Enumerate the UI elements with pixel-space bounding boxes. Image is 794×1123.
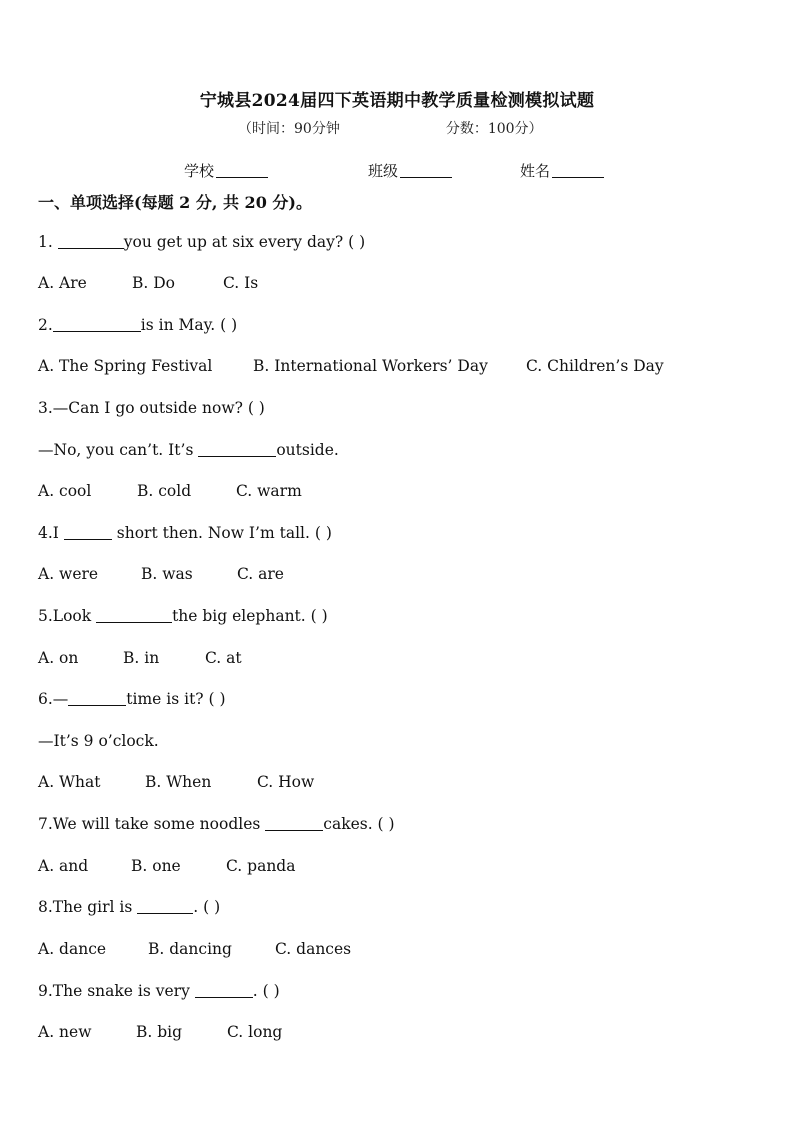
option-a[interactable]: A. Are: [38, 274, 87, 292]
option-a[interactable]: A. and: [38, 857, 89, 875]
question-text: The snake is very: [52, 982, 195, 1000]
answer-blank[interactable]: [265, 815, 323, 831]
option-b[interactable]: B. was: [141, 565, 193, 583]
question-6: [38, 690, 226, 708]
question-text: . ( ): [252, 982, 280, 1000]
option-b[interactable]: B. big: [136, 1023, 183, 1041]
question-text: time is it? ( ): [126, 690, 226, 708]
exam-title: 宁城县2024届四下英语期中教学质量检测模拟试题: [199, 91, 595, 111]
answer-blank[interactable]: [68, 690, 126, 706]
question-7: [38, 815, 395, 833]
option-a[interactable]: A. were: [38, 565, 99, 583]
option-b[interactable]: B. cold: [137, 482, 192, 500]
question-1: [38, 233, 365, 251]
option-a[interactable]: A. The Spring Festival: [38, 357, 213, 375]
question-number: 8.: [38, 898, 53, 916]
name-label: 姓名: [520, 162, 551, 180]
time-limit: （时间：90分钟: [238, 121, 340, 137]
question-3-reply: [38, 441, 339, 459]
answer-blank[interactable]: [58, 233, 124, 249]
question-text: you get up at six every day? ( ): [123, 233, 366, 251]
option-a[interactable]: A. What: [38, 773, 101, 791]
question-text: Look: [52, 607, 97, 625]
question-text: . ( ): [193, 898, 221, 916]
option-c[interactable]: C. How: [257, 773, 315, 791]
question-text: —No, you can’t. It’s: [38, 441, 199, 459]
question-text: The girl is: [52, 898, 138, 916]
option-c[interactable]: C. at: [205, 649, 242, 667]
question-2: [38, 316, 237, 334]
question-number: 5.: [38, 607, 53, 625]
question-8: [38, 898, 220, 916]
question-number: 4.: [38, 524, 53, 542]
question-text: short then. Now I’m tall. ( ): [111, 524, 332, 542]
option-c[interactable]: C. panda: [226, 857, 296, 875]
question-text: —It’s 9 o’clock.: [38, 732, 159, 750]
option-b[interactable]: B. dancing: [148, 940, 232, 958]
question-number: 1.: [38, 233, 53, 251]
option-a[interactable]: A. cool: [38, 482, 92, 500]
option-a[interactable]: A. on: [38, 649, 79, 667]
answer-blank[interactable]: [64, 524, 112, 540]
question-text: We will take some noodles: [52, 815, 266, 833]
total-score: 分数：100分）: [445, 121, 543, 137]
school-field[interactable]: [184, 160, 268, 181]
option-c[interactable]: C. are: [237, 565, 284, 583]
question-number: 2.: [38, 316, 53, 334]
question-text: the big elephant. ( ): [172, 607, 328, 625]
question-text: outside.: [276, 441, 339, 459]
name-blank[interactable]: [552, 163, 604, 178]
question-number: 7.: [38, 815, 53, 833]
question-number: 9.: [38, 982, 53, 1000]
question-text: —Can I go outside now? ( ): [52, 399, 265, 417]
option-b[interactable]: B. in: [123, 649, 160, 667]
option-a[interactable]: A. new: [38, 1023, 92, 1041]
option-b[interactable]: B. International Workers’ Day: [253, 357, 488, 375]
answer-blank[interactable]: [137, 898, 193, 914]
section-heading: 一、单项选择(每题 2 分, 共 20 分)。: [38, 193, 312, 212]
question-6-reply: [38, 732, 159, 750]
school-label: 学校: [184, 162, 215, 180]
option-b[interactable]: B. When: [145, 773, 212, 791]
answer-blank[interactable]: [96, 607, 172, 623]
exam-subtitle: [238, 118, 543, 138]
option-c[interactable]: C. warm: [236, 482, 302, 500]
question-text: is in May. ( ): [140, 316, 238, 334]
question-text: cakes. ( ): [323, 815, 395, 833]
question-9: [38, 982, 280, 1000]
option-c[interactable]: C. dances: [275, 940, 352, 958]
answer-blank[interactable]: [198, 441, 276, 457]
option-b[interactable]: B. Do: [132, 274, 176, 292]
option-c[interactable]: C. Is: [223, 274, 259, 292]
question-4: [38, 524, 332, 542]
question-5: [38, 607, 328, 625]
question-text: —: [52, 690, 69, 708]
option-a[interactable]: A. dance: [38, 940, 107, 958]
answer-blank[interactable]: [53, 316, 141, 332]
class-label: 班级: [368, 162, 399, 180]
option-b[interactable]: B. one: [131, 857, 181, 875]
class-field[interactable]: [368, 160, 452, 181]
question-text: I: [52, 524, 64, 542]
school-blank[interactable]: [216, 163, 268, 178]
question-number: 6.: [38, 690, 53, 708]
answer-blank[interactable]: [195, 982, 253, 998]
class-blank[interactable]: [400, 163, 452, 178]
name-field[interactable]: [520, 160, 604, 181]
question-3: [38, 399, 265, 417]
option-c[interactable]: C. long: [227, 1023, 283, 1041]
option-c[interactable]: C. Children’s Day: [526, 357, 664, 375]
question-number: 3.: [38, 399, 53, 417]
